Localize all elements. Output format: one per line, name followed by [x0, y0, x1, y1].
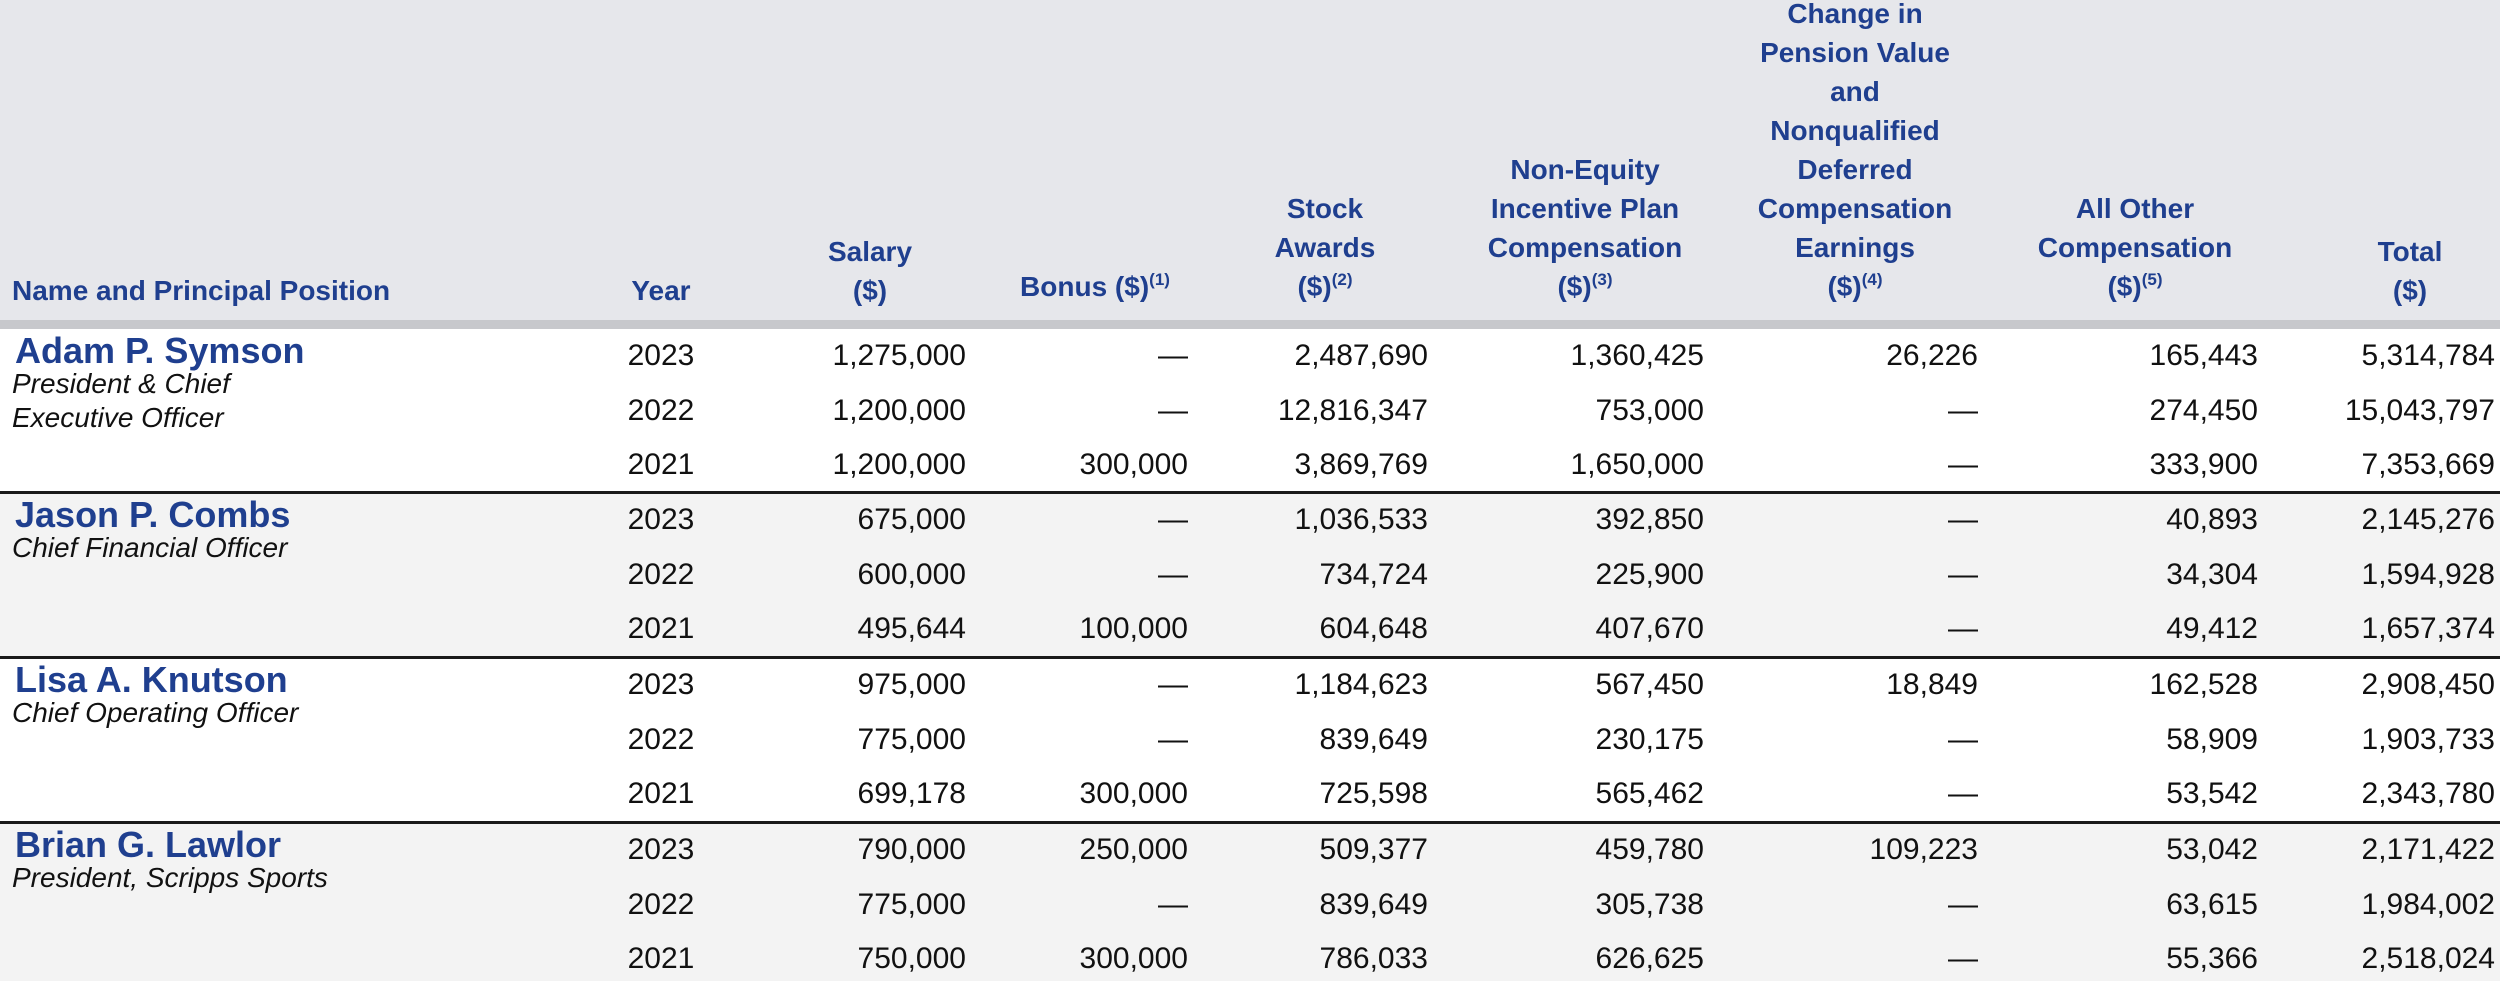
cell-salary: 675,000 — [857, 503, 966, 536]
group-divider — [0, 491, 2500, 494]
cell-other: 49,412 — [2166, 612, 2258, 645]
cell-salary: 1,200,000 — [832, 393, 966, 427]
footnote-ref-3: (3) — [1591, 270, 1613, 289]
cell-pension: — — [1948, 448, 1978, 481]
cell-bonus: — — [1158, 668, 1188, 701]
footnote-ref-4: (4) — [1861, 270, 1883, 289]
cell-total: 1,657,374 — [2361, 612, 2495, 645]
cell-other: 34,304 — [2166, 557, 2258, 591]
header-neip-line1: Non-Equity — [1510, 154, 1660, 185]
group-divider — [0, 656, 2500, 659]
officer-title-line: Chief Financial Officer — [12, 532, 288, 563]
cell-other: 63,615 — [2166, 887, 2258, 921]
table-row — [0, 878, 2500, 933]
cell-salary: 975,000 — [857, 668, 966, 701]
header-salary-line1: Salary — [827, 236, 913, 267]
table-header — [0, 0, 2500, 320]
cell-salary: 1,275,000 — [832, 339, 966, 372]
officer-title-line: President & Chief — [12, 368, 230, 399]
cell-bonus: 300,000 — [1079, 942, 1188, 975]
cell-bonus: — — [1158, 887, 1188, 921]
header-neip-line2: Incentive Plan — [1490, 193, 1680, 224]
table-row — [0, 713, 2500, 768]
cell-pension: — — [1948, 612, 1978, 645]
header-pens-line6: Compensation — [1757, 193, 1953, 224]
cell-pension: — — [1948, 393, 1978, 427]
header-stock-line2: Awards — [1274, 232, 1376, 263]
cell-year: 2021 — [627, 942, 695, 975]
cell-other: 55,366 — [2166, 942, 2258, 975]
cell-bonus: 300,000 — [1079, 777, 1188, 810]
header-total-line2: ($) — [2392, 275, 2428, 306]
table-row — [0, 602, 2500, 657]
cell-other: 333,900 — [2149, 448, 2258, 481]
officer-title-line: President, Scripps Sports — [12, 862, 328, 893]
header-other-unit: ($) — [2107, 271, 2142, 302]
header-stock-line1: Stock — [1286, 193, 1364, 224]
header-year-text: Year — [631, 275, 691, 306]
officer-name: Brian G. Lawlor — [15, 824, 282, 865]
cell-total: 1,903,733 — [2361, 722, 2495, 756]
header-stock-unit: ($) — [1297, 271, 1332, 302]
header-year — [620, 271, 702, 310]
cell-neip: 459,780 — [1595, 833, 1704, 866]
cell-neip: 225,900 — [1595, 557, 1704, 591]
officer-group — [0, 823, 2500, 981]
cell-other: 53,042 — [2166, 833, 2258, 866]
header-pens-line5: Deferred — [1797, 154, 1913, 185]
cell-year: 2021 — [627, 777, 695, 810]
header-other-line1: All Other — [2075, 193, 2195, 224]
table-row — [0, 438, 2500, 493]
table-row — [0, 823, 2500, 878]
header-pens-line4: Nonqualified — [1770, 115, 1940, 146]
header-pens-line7: Earnings — [1795, 232, 1915, 263]
cell-pension: — — [1948, 777, 1978, 810]
header-non-equity — [1460, 150, 1710, 310]
officer-name: Jason P. Combs — [15, 494, 291, 535]
header-name-text: Name and Principal Position — [12, 275, 391, 306]
cell-bonus: — — [1158, 393, 1188, 427]
header-salary-line2: ($) — [852, 275, 888, 306]
cell-total: 7,353,669 — [2361, 448, 2495, 481]
cell-total: 2,908,450 — [2361, 668, 2495, 701]
cell-total: 1,594,928 — [2361, 557, 2495, 591]
cell-year: 2022 — [627, 557, 695, 591]
cell-stock: 2,487,690 — [1294, 339, 1428, 372]
cell-year: 2023 — [627, 833, 695, 866]
cell-salary: 775,000 — [857, 887, 966, 921]
header-other-line2: Compensation — [2037, 232, 2233, 263]
cell-pension: 26,226 — [1886, 339, 1978, 372]
header-bonus — [990, 267, 1200, 310]
cell-stock: 1,036,533 — [1294, 503, 1428, 536]
officer-title-line: Chief Operating Officer — [12, 697, 299, 728]
cell-total: 1,984,002 — [2361, 887, 2495, 921]
cell-stock: 725,598 — [1319, 777, 1428, 810]
cell-stock: 839,649 — [1319, 887, 1428, 921]
cell-bonus: — — [1158, 503, 1188, 536]
cell-bonus: — — [1158, 722, 1188, 756]
cell-neip: 753,000 — [1595, 393, 1704, 427]
officer-group — [0, 658, 2500, 823]
cell-bonus: 250,000 — [1079, 833, 1188, 866]
cell-year: 2021 — [627, 612, 695, 645]
cell-other: 58,909 — [2166, 722, 2258, 756]
cell-year: 2023 — [627, 339, 695, 372]
header-divider — [0, 320, 2500, 329]
cell-year: 2022 — [627, 722, 695, 756]
cell-pension: 18,849 — [1886, 668, 1978, 701]
cell-salary: 775,000 — [857, 722, 966, 756]
cell-year: 2022 — [627, 393, 695, 427]
cell-total: 2,145,276 — [2361, 503, 2495, 536]
cell-other: 53,542 — [2166, 777, 2258, 810]
table-row — [0, 658, 2500, 713]
cell-total: 2,518,024 — [2361, 942, 2495, 975]
cell-salary: 495,644 — [857, 612, 966, 645]
cell-stock: 3,869,769 — [1294, 448, 1428, 481]
header-total — [2330, 232, 2490, 310]
header-pens-line2: Pension Value — [1760, 37, 1950, 68]
header-pens-line1: Change in — [1787, 0, 1923, 29]
officer-name: Adam P. Symson — [15, 330, 305, 371]
table-row — [0, 329, 2500, 384]
cell-salary: 600,000 — [857, 557, 966, 591]
cell-year: 2023 — [627, 668, 695, 701]
cell-other: 274,450 — [2149, 393, 2258, 427]
cell-stock: 786,033 — [1319, 942, 1428, 975]
cell-salary: 1,200,000 — [832, 448, 966, 481]
cell-bonus: — — [1158, 339, 1188, 372]
header-pens-line8 — [1730, 267, 1980, 310]
footnote-ref-5: (5) — [2141, 270, 2163, 289]
cell-pension: 109,223 — [1869, 833, 1978, 866]
header-other-line3 — [2010, 267, 2260, 310]
cell-bonus: 300,000 — [1079, 448, 1188, 481]
header-stock-awards — [1240, 189, 1410, 310]
cell-pension: — — [1948, 557, 1978, 591]
cell-stock: 604,648 — [1319, 612, 1428, 645]
cell-neip: 567,450 — [1595, 668, 1704, 701]
group-divider — [0, 821, 2500, 824]
cell-neip: 305,738 — [1595, 887, 1704, 921]
header-all-other — [2010, 189, 2260, 310]
table-row — [0, 548, 2500, 603]
cell-pension: — — [1948, 887, 1978, 921]
cell-neip: 392,850 — [1595, 503, 1704, 536]
table-row — [0, 932, 2500, 987]
header-pension-change — [1730, 0, 1980, 310]
cell-stock: 839,649 — [1319, 722, 1428, 756]
cell-year: 2021 — [627, 448, 695, 481]
header-stock-line3 — [1240, 267, 1410, 310]
cell-bonus: 100,000 — [1079, 612, 1188, 645]
cell-neip: 1,650,000 — [1570, 448, 1704, 481]
cell-other: 165,443 — [2149, 339, 2258, 372]
header-neip-unit: ($) — [1557, 271, 1592, 302]
cell-neip: 565,462 — [1595, 777, 1704, 810]
cell-bonus: — — [1158, 557, 1188, 591]
cell-neip: 1,360,425 — [1570, 339, 1704, 372]
cell-total: 2,171,422 — [2361, 833, 2495, 866]
header-salary — [780, 232, 960, 310]
cell-total: 15,043,797 — [2344, 393, 2495, 427]
cell-salary: 790,000 — [857, 833, 966, 866]
cell-salary: 699,178 — [857, 777, 966, 810]
table-row — [0, 384, 2500, 439]
cell-stock: 12,816,347 — [1277, 393, 1428, 427]
cell-total: 5,314,784 — [2361, 339, 2495, 372]
header-neip-line3: Compensation — [1487, 232, 1683, 263]
cell-other: 40,893 — [2166, 503, 2258, 536]
officer-group — [0, 329, 2500, 494]
cell-other: 162,528 — [2149, 668, 2258, 701]
cell-neip: 407,670 — [1595, 612, 1704, 645]
table-row — [0, 767, 2500, 822]
header-name-position — [12, 271, 432, 310]
cell-salary: 750,000 — [857, 942, 966, 975]
officer-name: Lisa A. Knutson — [15, 659, 288, 700]
header-total-line1: Total — [2377, 236, 2443, 267]
cell-stock: 1,184,623 — [1294, 668, 1428, 701]
table-row — [0, 493, 2500, 548]
footnote-ref-1: (1) — [1149, 270, 1170, 289]
cell-stock: 509,377 — [1319, 833, 1428, 866]
cell-neip: 230,175 — [1595, 722, 1704, 756]
cell-year: 2022 — [627, 887, 695, 921]
footnote-ref-2: (2) — [1331, 270, 1353, 289]
cell-neip: 626,625 — [1595, 942, 1704, 975]
cell-pension: — — [1948, 942, 1978, 975]
officer-group — [0, 493, 2500, 658]
cell-pension: — — [1948, 722, 1978, 756]
header-bonus-text: Bonus ($) — [1020, 271, 1150, 302]
header-pens-unit: ($) — [1827, 271, 1862, 302]
cell-total: 2,343,780 — [2361, 777, 2495, 810]
header-neip-line4 — [1460, 267, 1710, 310]
cell-pension: — — [1948, 503, 1978, 536]
header-pens-line3: and — [1830, 76, 1880, 107]
header-bonus-line — [990, 267, 1200, 310]
cell-stock: 734,724 — [1319, 557, 1428, 591]
officer-title-line: Executive Officer — [12, 402, 224, 433]
cell-year: 2023 — [627, 503, 695, 536]
